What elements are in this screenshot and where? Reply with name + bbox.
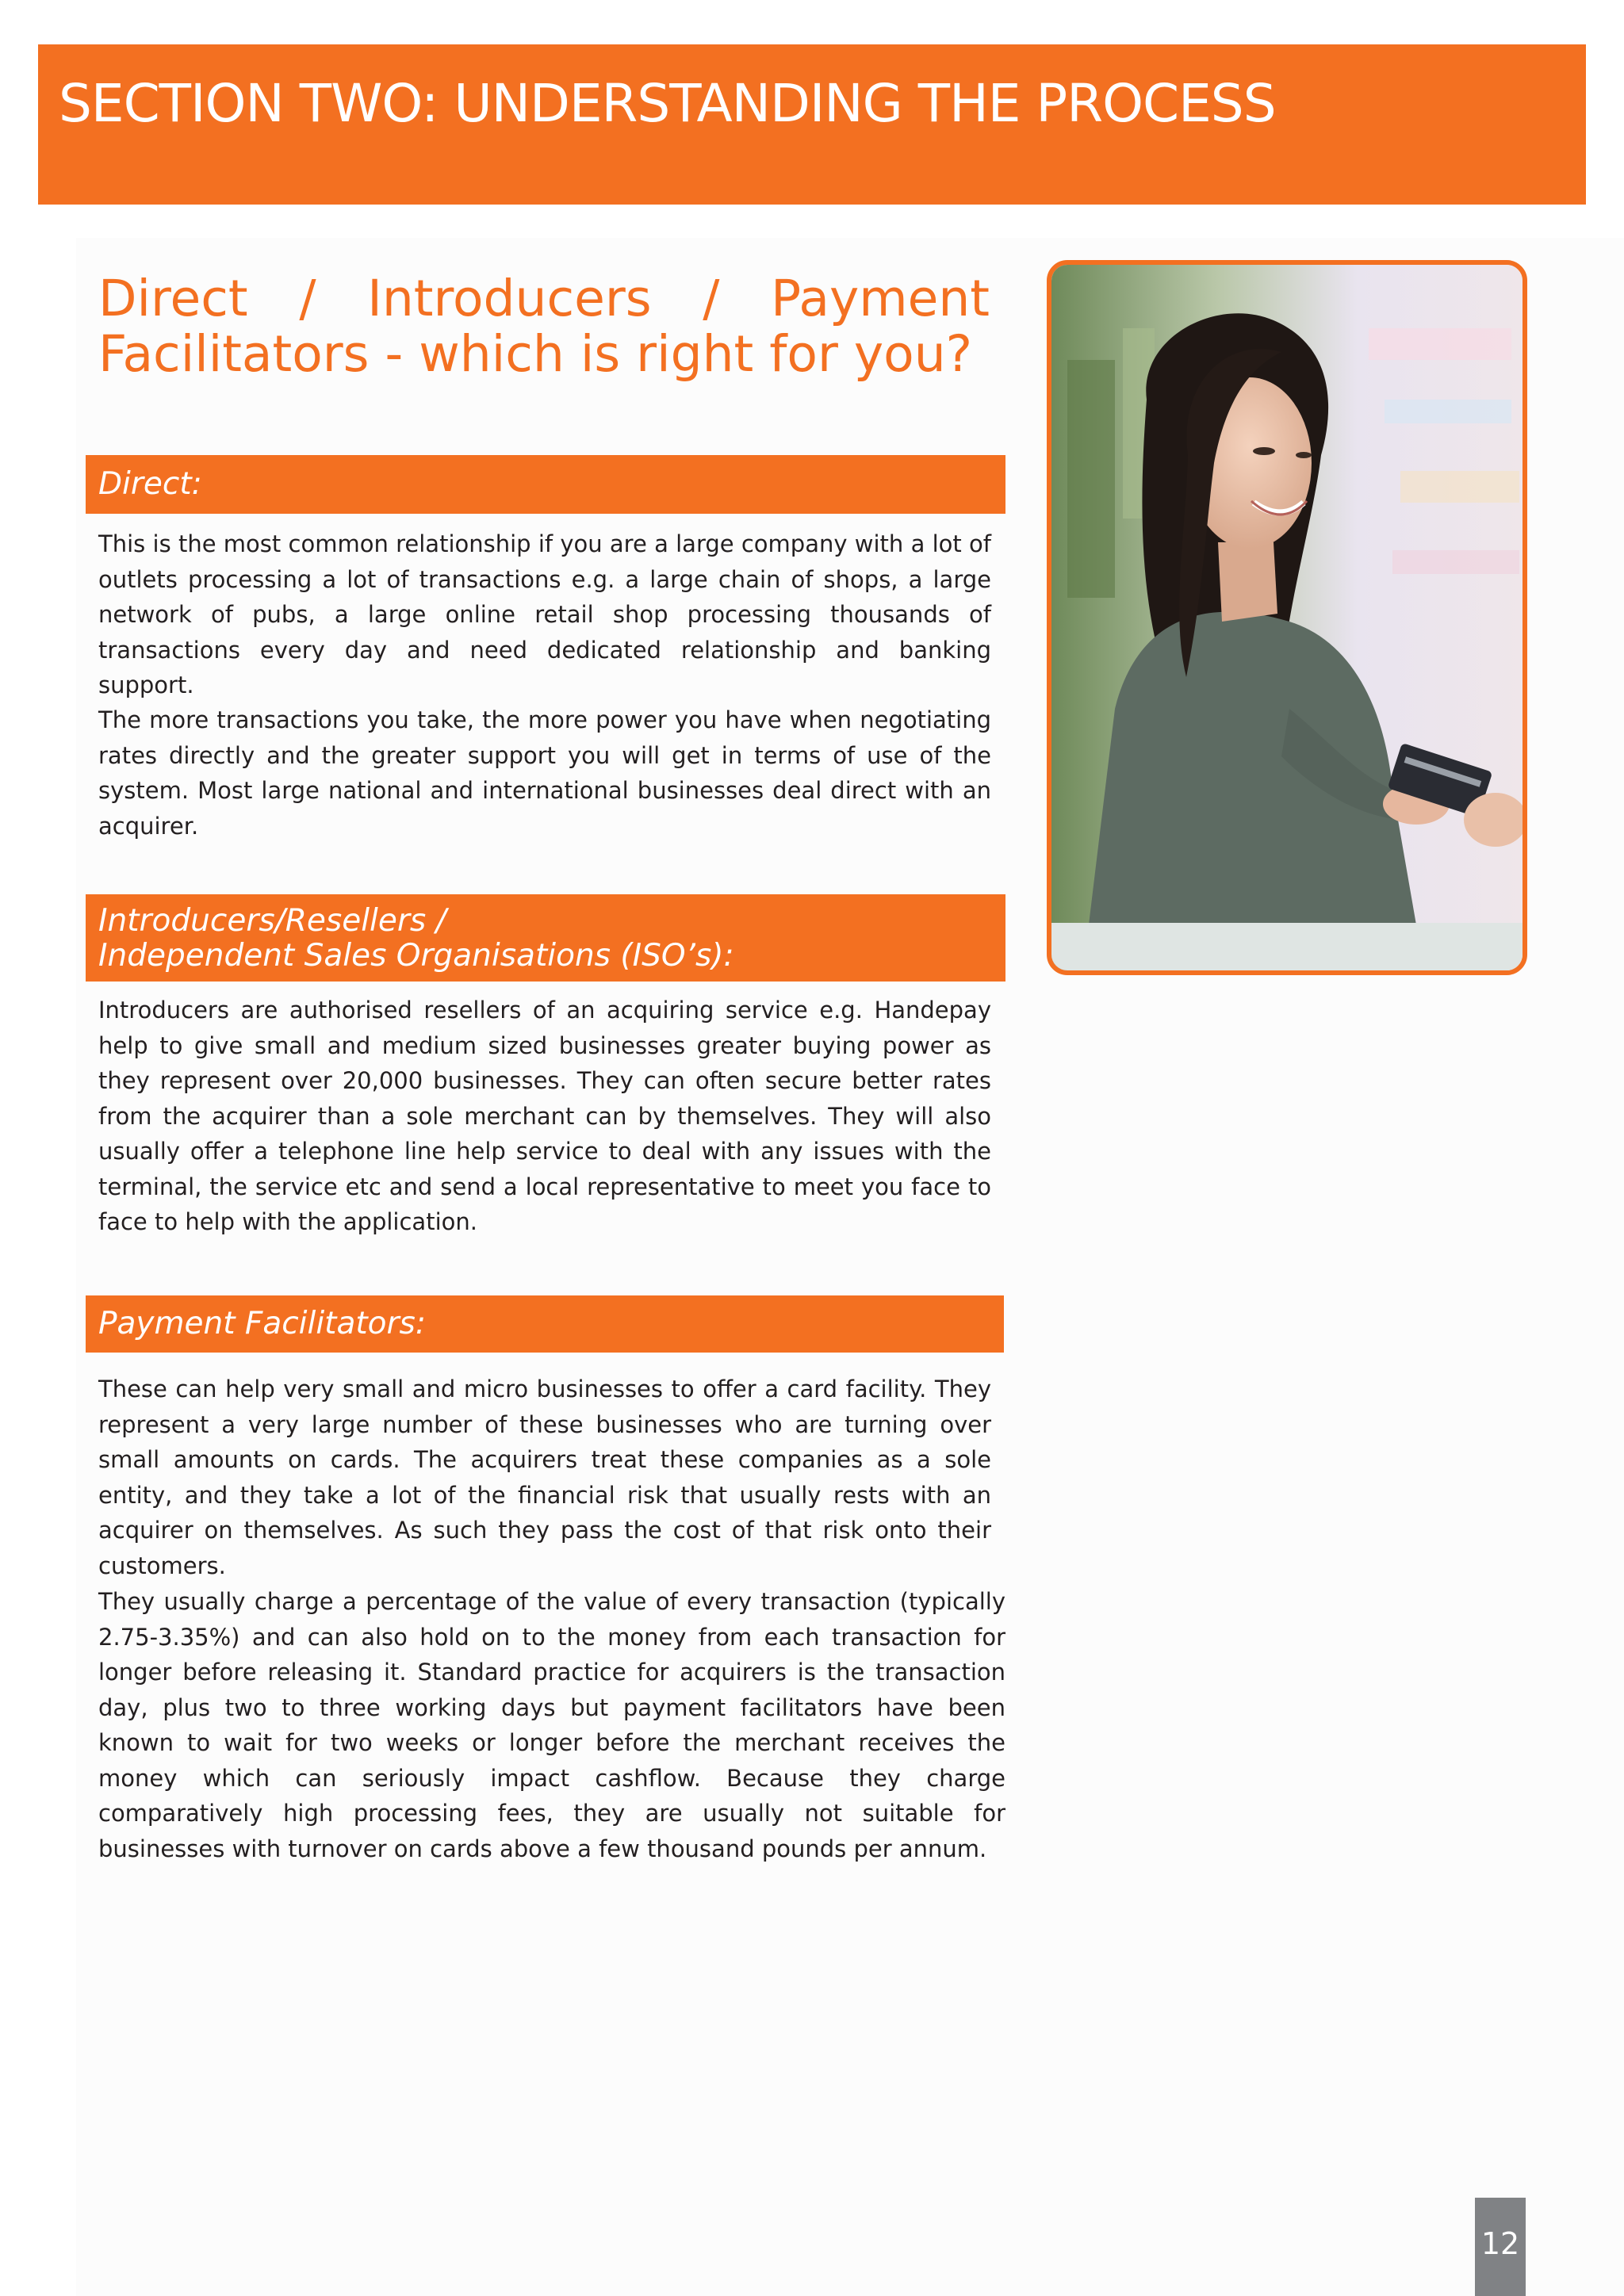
introducers-heading-line-2: Independent Sales Organisations (ISO’s):: [98, 938, 734, 974]
introducers-paragraph: Introducers are authorised resellers of an acquiring service e.g. Handepay help to give small and medium sized businesses greater buying power as they represent over 20,000 businesses. They can often secure better rates from the acquirer than a sole merchant can by themselves. They will also usually offer a telephone line help service to deal with any issues with the terminal, the service etc and send a local representative to meet you face to face to help with the application.: [98, 997, 991, 1235]
payment-facilitators-paragraph-1: These can help very small and micro businesses to offer a card facility. They represent a very large number of these businesses who are turning over small amounts on cards. The acquirers treat these companies as a sole entity, and they take a lot of the financial risk that usually rests with an acquirer on themselves. As such they pass the cost of that risk onto their customers.: [98, 1376, 991, 1579]
direct-section-heading: Direct:: [86, 455, 1005, 514]
direct-paragraph-1: This is the most common relationship if you are a large company with a lot of outlets processing a lot of transactions e.g. a large chain of shops, a large network of pubs, a large online retail shop processing thousands of transactions every day and need dedicated relationship and banking support.: [98, 530, 991, 698]
page-number: 12: [1475, 2198, 1526, 2296]
section-title: SECTION TWO: UNDERSTANDING THE PROCESS: [59, 73, 1276, 134]
direct-paragraph-2: The more transactions you take, the more power you have when negotiating rates directly and the greater support you will get in terms of use of the system. Most large national and international businesses deal direct with an acquirer.: [98, 706, 991, 840]
payment-facilitators-section-heading: Payment Facilitators:: [86, 1295, 1004, 1353]
payment-facilitators-paragraph-2: They usually charge a percentage of the value of every transaction (typically 2.75-3.35%) and can also hold on to the money from each transaction for longer before releasing it. Standard practice for acquirers is the transaction day, plus two to three working days but payment facilitators have been known to wait for two weeks or longer before the merchant receives the money which can seriously impact cashflow. Because they charge comparatively high processing fees, they are usually not suitable for businesses with turnover on cards above a few thousand pounds per annum.: [98, 1588, 1005, 1862]
introducers-heading-line-1: Introducers/Resellers /: [98, 903, 446, 939]
card-payment-photo: [1047, 260, 1527, 975]
page-heading: Direct / Introducers / Payment Facilitators - which is right for you?: [98, 270, 990, 383]
card-payment-illustration: [1051, 265, 1522, 970]
introducers-section-heading: [86, 894, 1005, 982]
